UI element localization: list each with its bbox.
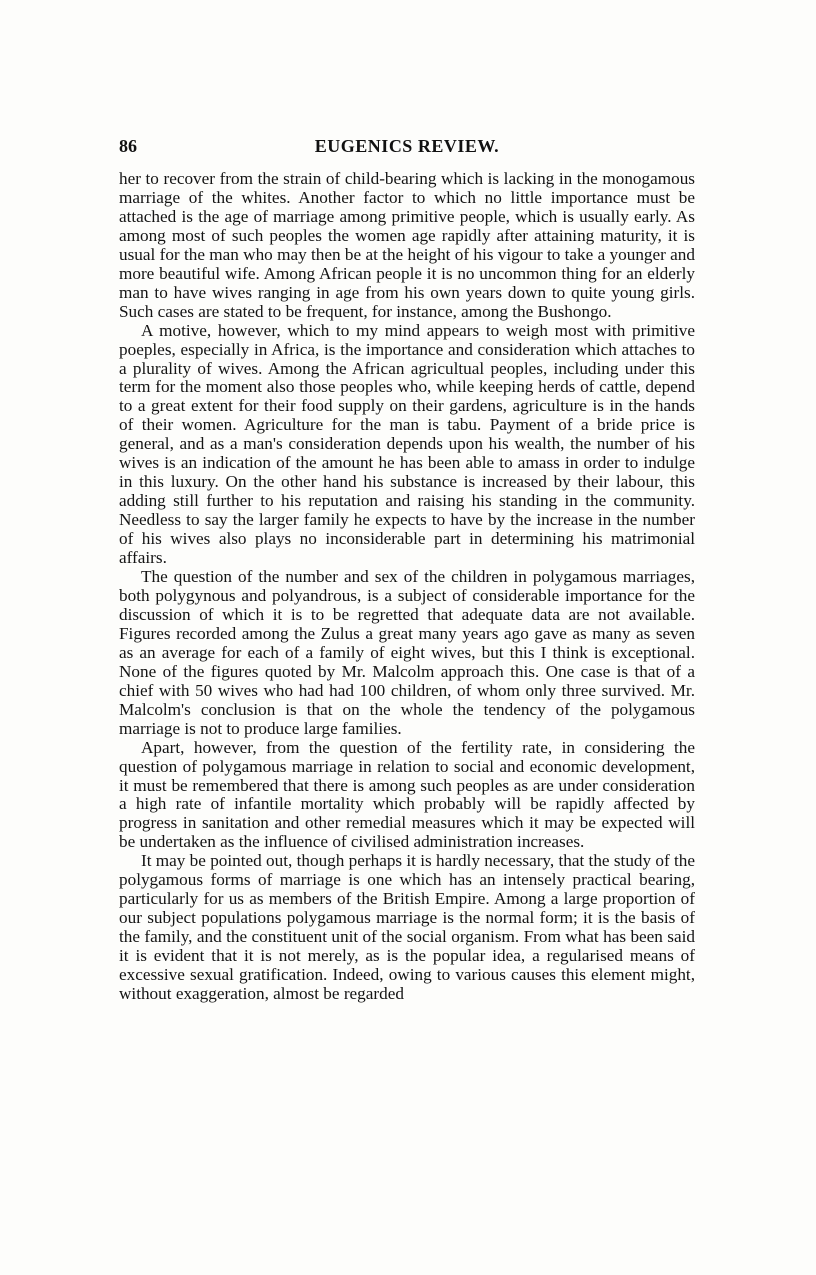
paragraph-practical-bearing: It may be pointed out, though perhaps it is hardly necessary, that the study of the polygamous forms of marriage is one which has an intensely practical bearing, particularly for us as members of the British Empire. Among a large proportion of our subject populations polygamous marriage is the normal form; it is the basis of the family, and the constituent unit of the social organism. From what has been said it is evident that it is not merely, as is the popular idea, a regularised means of excessive sexual gratification. Indeed, owing to various causes this element might, without exaggeration, almost be regarded	[119, 851, 696, 1003]
paragraph-number-and-sex: The question of the number and sex of the children in polygamous marriages, both polygynous and polyandrous, is a subject of considerable importance for the discussion of which it is to be regretted that adequate data are not available. Figures recorded among the Zulus a great many years ago gave as many as seven as an average for each of a family of eight wives, but this I think is exceptional. None of the figures quoted by Mr. Malcolm approach this. One case is that of a chief with 50 wives who had had 100 children, of whom only three survived. Mr. Malcolm's conclusion is that on the whole the tendency of the polygamous marriage is not to produce large families.	[119, 567, 695, 738]
running-title: EUGENICS REVIEW.	[314, 136, 500, 156]
paragraph-fertility-rate: Apart, however, from the question of the fertility rate, in considering the question of polygamous marriage in relation to social and economic development, it must be remembered that there is among such peoples as are under consideration a high rate of infantile mortality which probably will be rapidly affected by progress in sanitation and other remedial measures which it may be expected will be undertaken as the influence of civilised administration increases.	[119, 737, 695, 852]
paragraph-motive: A motive, however, which to my mind appears to weigh most with primitive poeples, especially in Africa, is the importance and consideration which attaches to a plurality of wives. Among the African agricultual peoples, including under this term for the moment also those peoples who, while keeping herds of cattle, depend to a great extent for their food supply on their gardens, agriculture is in the hands of their women. Agriculture for the man is tabu. Payment of a bride price is general, and as a man's consideration depends upon his wealth, the number of his wives is an indication of the amount he has been able to amass in order to indulge in this luxury. On the other hand his substance is increased by their labour, this adding still further to his reputation and raising his standing in the community. Needless to say the larger family he expects to have by the increase in the number of his wives also plays no inconsiderable part in determining his matrimonial affairs.	[119, 320, 695, 568]
running-head	[119, 136, 695, 160]
body-text	[119, 170, 695, 1004]
paragraph-continued: her to recover from the strain of child-bearing which is lacking in the monogamous marriage of the whites. Another factor to which no little importance must be attached is the age of marriage among primitive people, which is usually early. As among most of such peoples the women age rapidly after attaining maturity, it is usual for the man who may then be at the height of his vigour to take a younger and more beautiful wife. Among African people it is no uncommon thing for an elderly man to have wives ranging in age from his own years down to quite young girls. Such cases are stated to be frequent, for instance, among the Bushongo.	[119, 169, 695, 321]
page-number: 86	[119, 136, 137, 156]
